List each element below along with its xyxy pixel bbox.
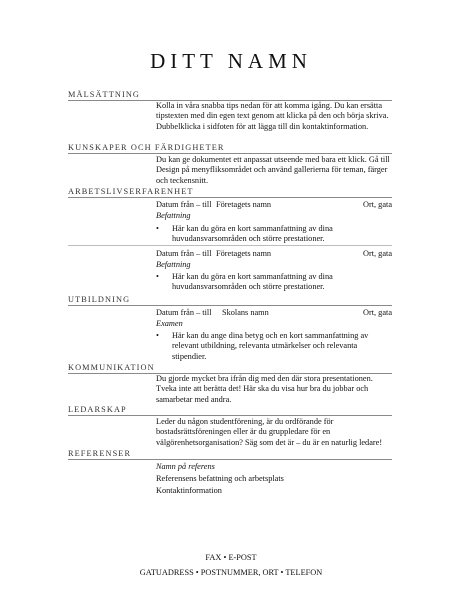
job-1-title[interactable]: Befattning bbox=[156, 211, 191, 220]
education-dates: Datum från – till bbox=[156, 308, 212, 317]
job-2-company: Företagets namn bbox=[216, 249, 272, 258]
bullet-icon: • bbox=[156, 224, 159, 233]
job-1-dates: Datum från – till bbox=[156, 200, 212, 209]
resume-name[interactable]: DITT NAMN bbox=[150, 49, 312, 73]
bullet-icon: • bbox=[156, 272, 159, 281]
section-heading-education: UTBILDNING bbox=[68, 295, 131, 304]
reference-position[interactable]: Referensens befattning och arbetsplats bbox=[156, 474, 284, 483]
section-rule bbox=[68, 197, 392, 198]
section-heading-experience: ARBETSLIVSERFARENHET bbox=[68, 187, 194, 196]
section-rule bbox=[68, 305, 392, 306]
job-1-company: Företagets namn bbox=[216, 200, 272, 209]
education-header[interactable] bbox=[156, 308, 392, 318]
job-2-title[interactable]: Befattning bbox=[156, 260, 191, 269]
job-2-header[interactable] bbox=[156, 249, 392, 259]
education-bullet-text: Här kan du ange dina betyg och en kort sammanfattning av relevant utbildning, relevanta utmärkelser och relevanta stipendier. bbox=[172, 331, 369, 361]
footer-contact-line-2[interactable]: GATUADRESS • POSTNUMMER, ORT • TELEFON bbox=[139, 568, 323, 577]
job-1-bullet-text: Här kan du göra en kort sammanfattning av dina huvudansvarsområden och större prestationer. bbox=[172, 224, 333, 244]
education-school: Skolans namn bbox=[222, 308, 269, 317]
reference-name[interactable]: Namn på referens bbox=[156, 462, 215, 471]
skills-text[interactable]: Du kan ge dokumentet ett anpassat utseende med bara ett klick. Gå till Design på menyfliksområdet och använd gallerierna för teman, färger och teckensnitt. bbox=[156, 155, 390, 185]
job-1-location: Ort, gata bbox=[362, 200, 392, 209]
footer-contact-line-1[interactable]: FAX • E-POST bbox=[205, 553, 257, 562]
bullet-icon: • bbox=[156, 331, 159, 340]
objective-text[interactable]: Kolla in våra snabba tips nedan för att komma igång. Du kan ersätta tipstexten med din egen text genom att klicka på den och börja skriva. Dubbelklicka i sidfoten för att lägga till din kontaktinformation. bbox=[156, 101, 389, 131]
section-rule bbox=[68, 415, 392, 416]
communication-text[interactable]: Du gjorde mycket bra ifrån dig med den där stora presentationen. Tveka inte att berätta det! Här ska du visa hur bra du jobbar och samarbetar med andra. bbox=[156, 374, 373, 404]
entry-separator bbox=[68, 245, 392, 246]
section-heading-skills: KUNSKAPER OCH FÄRDIGHETER bbox=[68, 143, 225, 152]
job-2-location: Ort, gata bbox=[362, 249, 392, 258]
section-heading-leadership: LEDARSKAP bbox=[68, 405, 127, 414]
job-2-bullet-text: Här kan du göra en kort sammanfattning av dina huvudansvarsområden och större prestationer. bbox=[172, 272, 333, 292]
job-1-header[interactable] bbox=[156, 200, 392, 210]
section-heading-references: REFERENSER bbox=[68, 449, 132, 458]
leadership-text[interactable]: Leder du någon studentförening, är du ordförande för bostadsrättsföreningen eller är du gruppledare för en välgörenhetsorganisation? Säg som det är – du är en naturlig ledare! bbox=[156, 417, 383, 447]
education-degree[interactable]: Examen bbox=[156, 319, 183, 328]
section-heading-communication: KOMMUNIKATION bbox=[68, 363, 155, 372]
section-rule bbox=[68, 153, 392, 154]
section-rule bbox=[68, 459, 392, 460]
section-heading-objective: MÅLSÄTTNING bbox=[68, 90, 141, 99]
reference-contact[interactable]: Kontaktinformation bbox=[156, 486, 222, 495]
job-2-dates: Datum från – till bbox=[156, 249, 212, 258]
education-location: Ort, gata bbox=[362, 308, 392, 317]
